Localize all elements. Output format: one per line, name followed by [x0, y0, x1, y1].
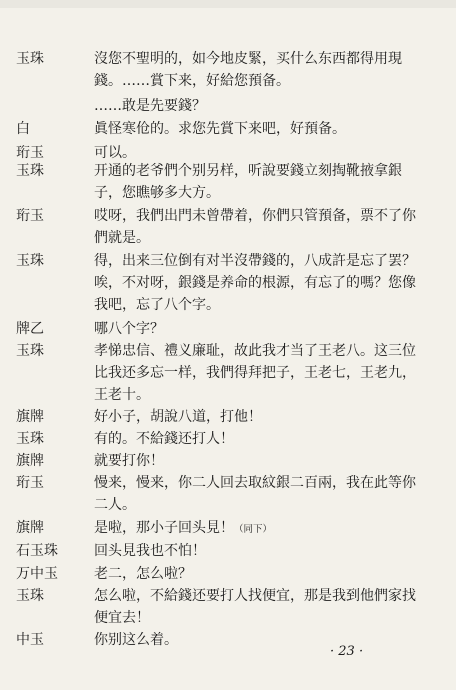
dialogue-text: 就要打你！	[94, 453, 164, 469]
dialogue-text: ……敢是先要錢？	[94, 98, 206, 114]
dialogue-text: 得，出来三位倒有对半沒帶錢的，八成許是忘了罢？唉，不对呀，銀錢是养命的根源，有忘了的嗎？您像我吧，忘了八个字。	[94, 253, 416, 313]
dialogue-text-main: 是啦，那小子回头見！	[94, 520, 234, 536]
dialogue-text: 有的。不給錢还打人！	[94, 431, 234, 447]
dialogue-text: 怎么啦，不給錢还要打人找便宜，那是我到他們家找便宜去！	[94, 588, 416, 626]
dialogue-text: 你别这么着。	[94, 632, 178, 648]
dialogue-text: 慢来，慢来，你二人回去取紋銀二百兩，我在此等你二人。	[94, 475, 416, 513]
page-number: · 23 ·	[330, 644, 364, 659]
speaker-name: 中玉	[16, 632, 44, 648]
speaker-name: 旗牌	[16, 520, 44, 536]
dialogue-text: 好小子，胡說八道，打他！	[94, 409, 262, 425]
speaker-name: 玉珠	[16, 431, 44, 447]
dialogue-text: 开通的老爷們个别另样，听說要錢立刻掏靴掖拿銀子，您瞧够多大方。	[94, 163, 402, 201]
speaker-name: 白	[16, 121, 30, 137]
dialogue-text: 回头見我也不怕！	[94, 543, 206, 559]
dialogue-text: 眞怪寒伧的。求您先賞下来吧，好預备。	[94, 121, 346, 137]
dialogue-text: 老二，怎么啦？	[94, 566, 192, 582]
speaker-name: 玉珠	[16, 163, 44, 179]
dialogue-text	[94, 517, 424, 541]
dialogue-text: 哪八个字？	[94, 321, 164, 337]
speaker-name: 旗牌	[16, 453, 44, 469]
speaker-name: 玉珠	[16, 343, 44, 359]
page-edge-shadow	[0, 0, 456, 8]
dialogue-text: 哎呀，我們出門未曾帶着，你們只管預备，票不了你們就是。	[94, 208, 416, 246]
stage-direction: （同下）	[234, 524, 273, 535]
speaker-name: 珩玉	[16, 145, 44, 161]
speaker-name: 珩玉	[16, 475, 44, 491]
speaker-name: 旗牌	[16, 409, 44, 425]
dialogue-text: 沒您不聖明的，如今地皮緊，买什么东西都得用現錢。……賞下来，好給您預备。	[94, 51, 402, 89]
dialogue-text: 孝悌忠信、禮义廉耻，故此我才当了王老八。这三位比我还多忘一样，我們得拜把子，王老七，王老九，王老十。	[94, 343, 416, 403]
speaker-name: 玉珠	[16, 253, 44, 269]
speaker-name: 玉珠	[16, 588, 44, 604]
speaker-name: 牌乙	[16, 321, 44, 337]
speaker-name: 石玉珠	[16, 543, 58, 559]
dialogue-text: 可以。	[94, 145, 136, 161]
speaker-name: 玉珠	[16, 51, 44, 67]
speaker-name: 万中玉	[16, 566, 58, 582]
speaker-name: 珩玉	[16, 208, 44, 224]
